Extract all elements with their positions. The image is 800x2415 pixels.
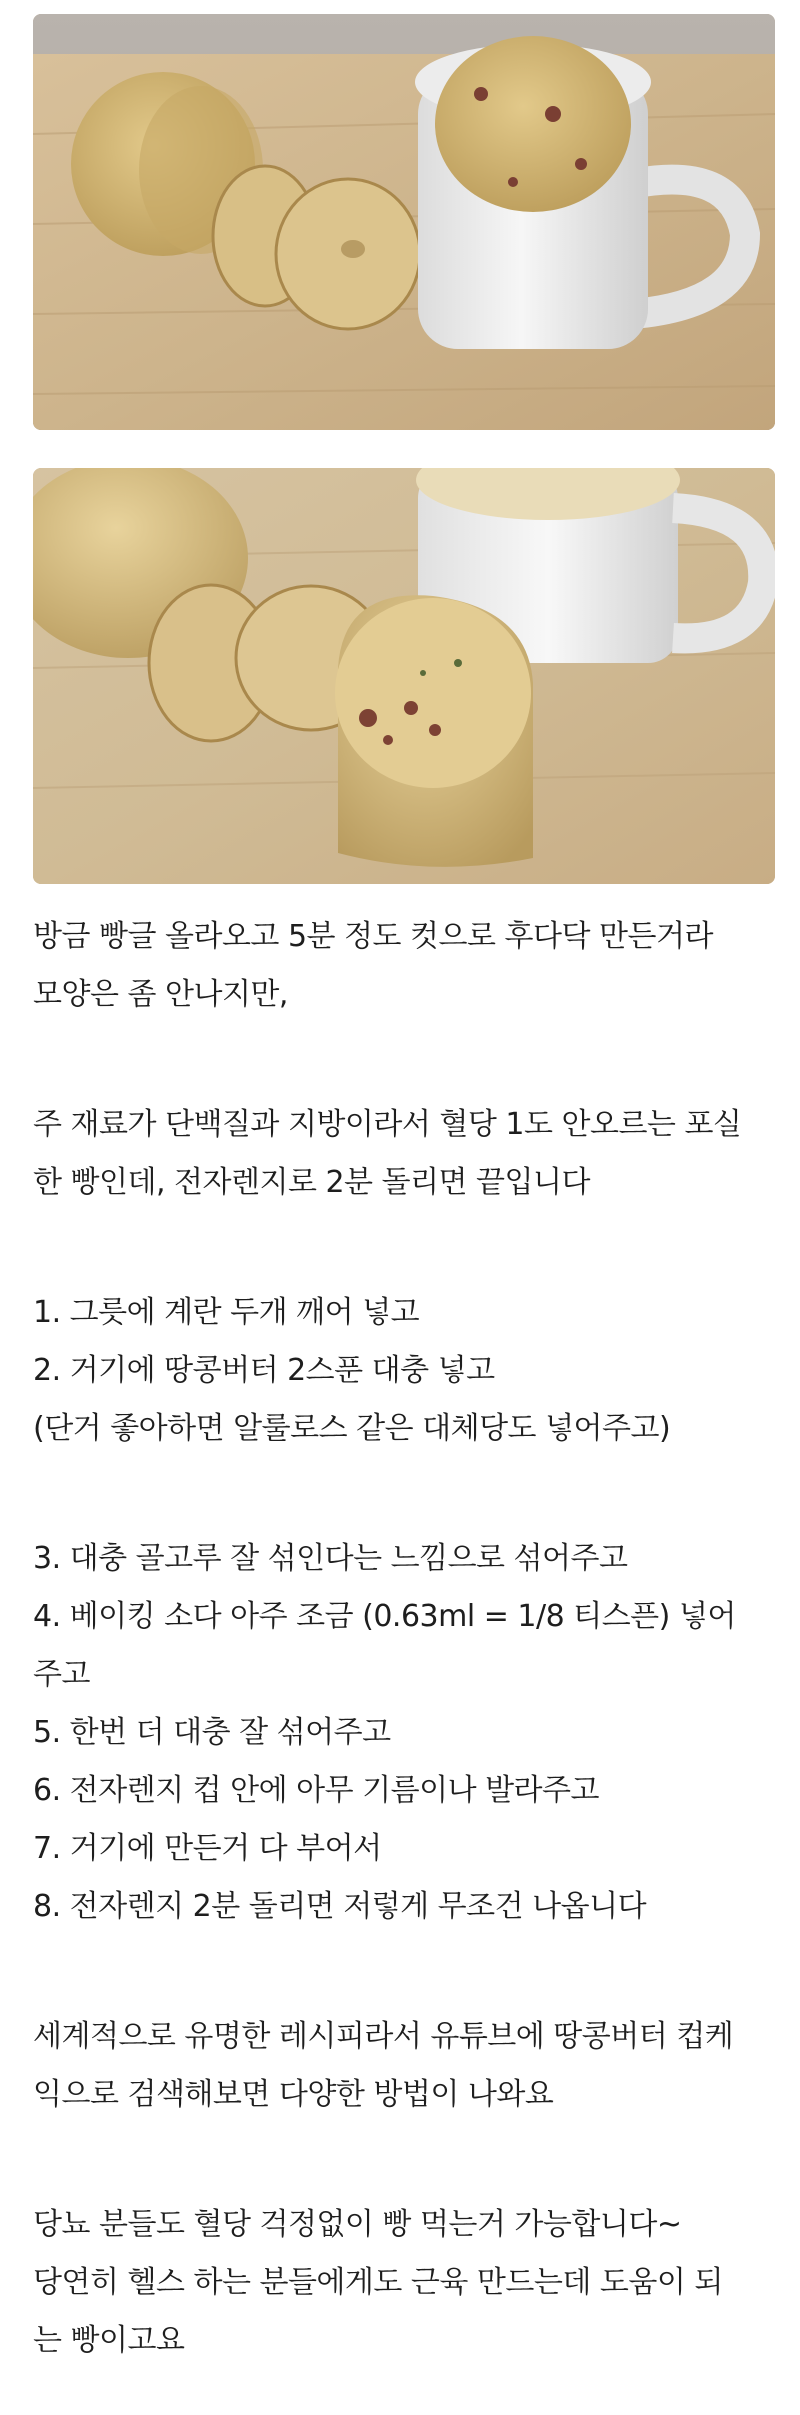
text-line: 는 빵이고요 [33, 2323, 185, 2358]
closing-paragraph [33, 2196, 775, 2370]
text-line: 주 재료가 단백질과 지방이라서 혈당 1도 안오르는 포실 [33, 1107, 742, 1142]
recipe-step: 4. 베이킹 소다 아주 조금 (0.63ml = 1/8 티스픈) 넣어 [33, 1599, 736, 1634]
recipe-article [33, 908, 775, 2370]
recipe-note: (단거 좋아하면 알룰로스 같은 대체당도 넣어주고) [33, 1411, 671, 1446]
recipe-step: 8. 전자렌지 2분 돌리면 저렇게 무조건 나옵니다 [33, 1889, 647, 1924]
text-line: 모양은 좀 안나지만, [33, 977, 288, 1012]
description-paragraph [33, 1096, 775, 1212]
recipe-step: 5. 한번 더 대충 잘 섞어주고 [33, 1715, 391, 1750]
text-line: 방금 빵글 올라오고 5분 정도 컷으로 후다닥 만든거라 [33, 919, 713, 954]
text-line: 당뇨 분들도 혈당 걱정없이 빵 먹는거 가능합니다~ [33, 2207, 682, 2242]
recipe-steps-part-2 [33, 1530, 775, 1936]
recipe-step: 1. 그릇에 계란 두개 깨어 넣고 [33, 1295, 420, 1330]
recipe-step: 7. 거기에 만든거 다 부어서 [33, 1831, 382, 1866]
text-line: 당연히 헬스 하는 분들에게도 근육 만드는데 도움이 되 [33, 2265, 723, 2300]
intro-paragraph [33, 908, 775, 1024]
recipe-step: 3. 대충 골고루 잘 섞인다는 느낌으로 섞어주고 [33, 1541, 628, 1576]
photo-mug-cake-unmolded [33, 468, 775, 884]
recipe-steps-part-1 [33, 1284, 775, 1458]
text-line: 익으로 검색해보면 다양한 방법이 나와요 [33, 2077, 554, 2112]
mug-cake-photo-1 [33, 14, 775, 430]
recipe-step: 6. 전자렌지 컵 안에 아무 기름이나 발라주고 [33, 1773, 599, 1808]
text-line: 세계적으로 유명한 레시피라서 유튜브에 땅콩버터 컵케 [33, 2019, 734, 2054]
recipe-step: 2. 거기에 땅콩버터 2스푼 대충 넣고 [33, 1353, 495, 1388]
text-line: 한 빵인데, 전자렌지로 2분 돌리면 끝입니다 [33, 1165, 590, 1200]
mug-cake-photo-2 [33, 468, 775, 884]
photo-mug-cake-on-board [33, 14, 775, 430]
recipe-step: 주고 [33, 1657, 90, 1692]
youtube-tip-paragraph [33, 2008, 775, 2124]
